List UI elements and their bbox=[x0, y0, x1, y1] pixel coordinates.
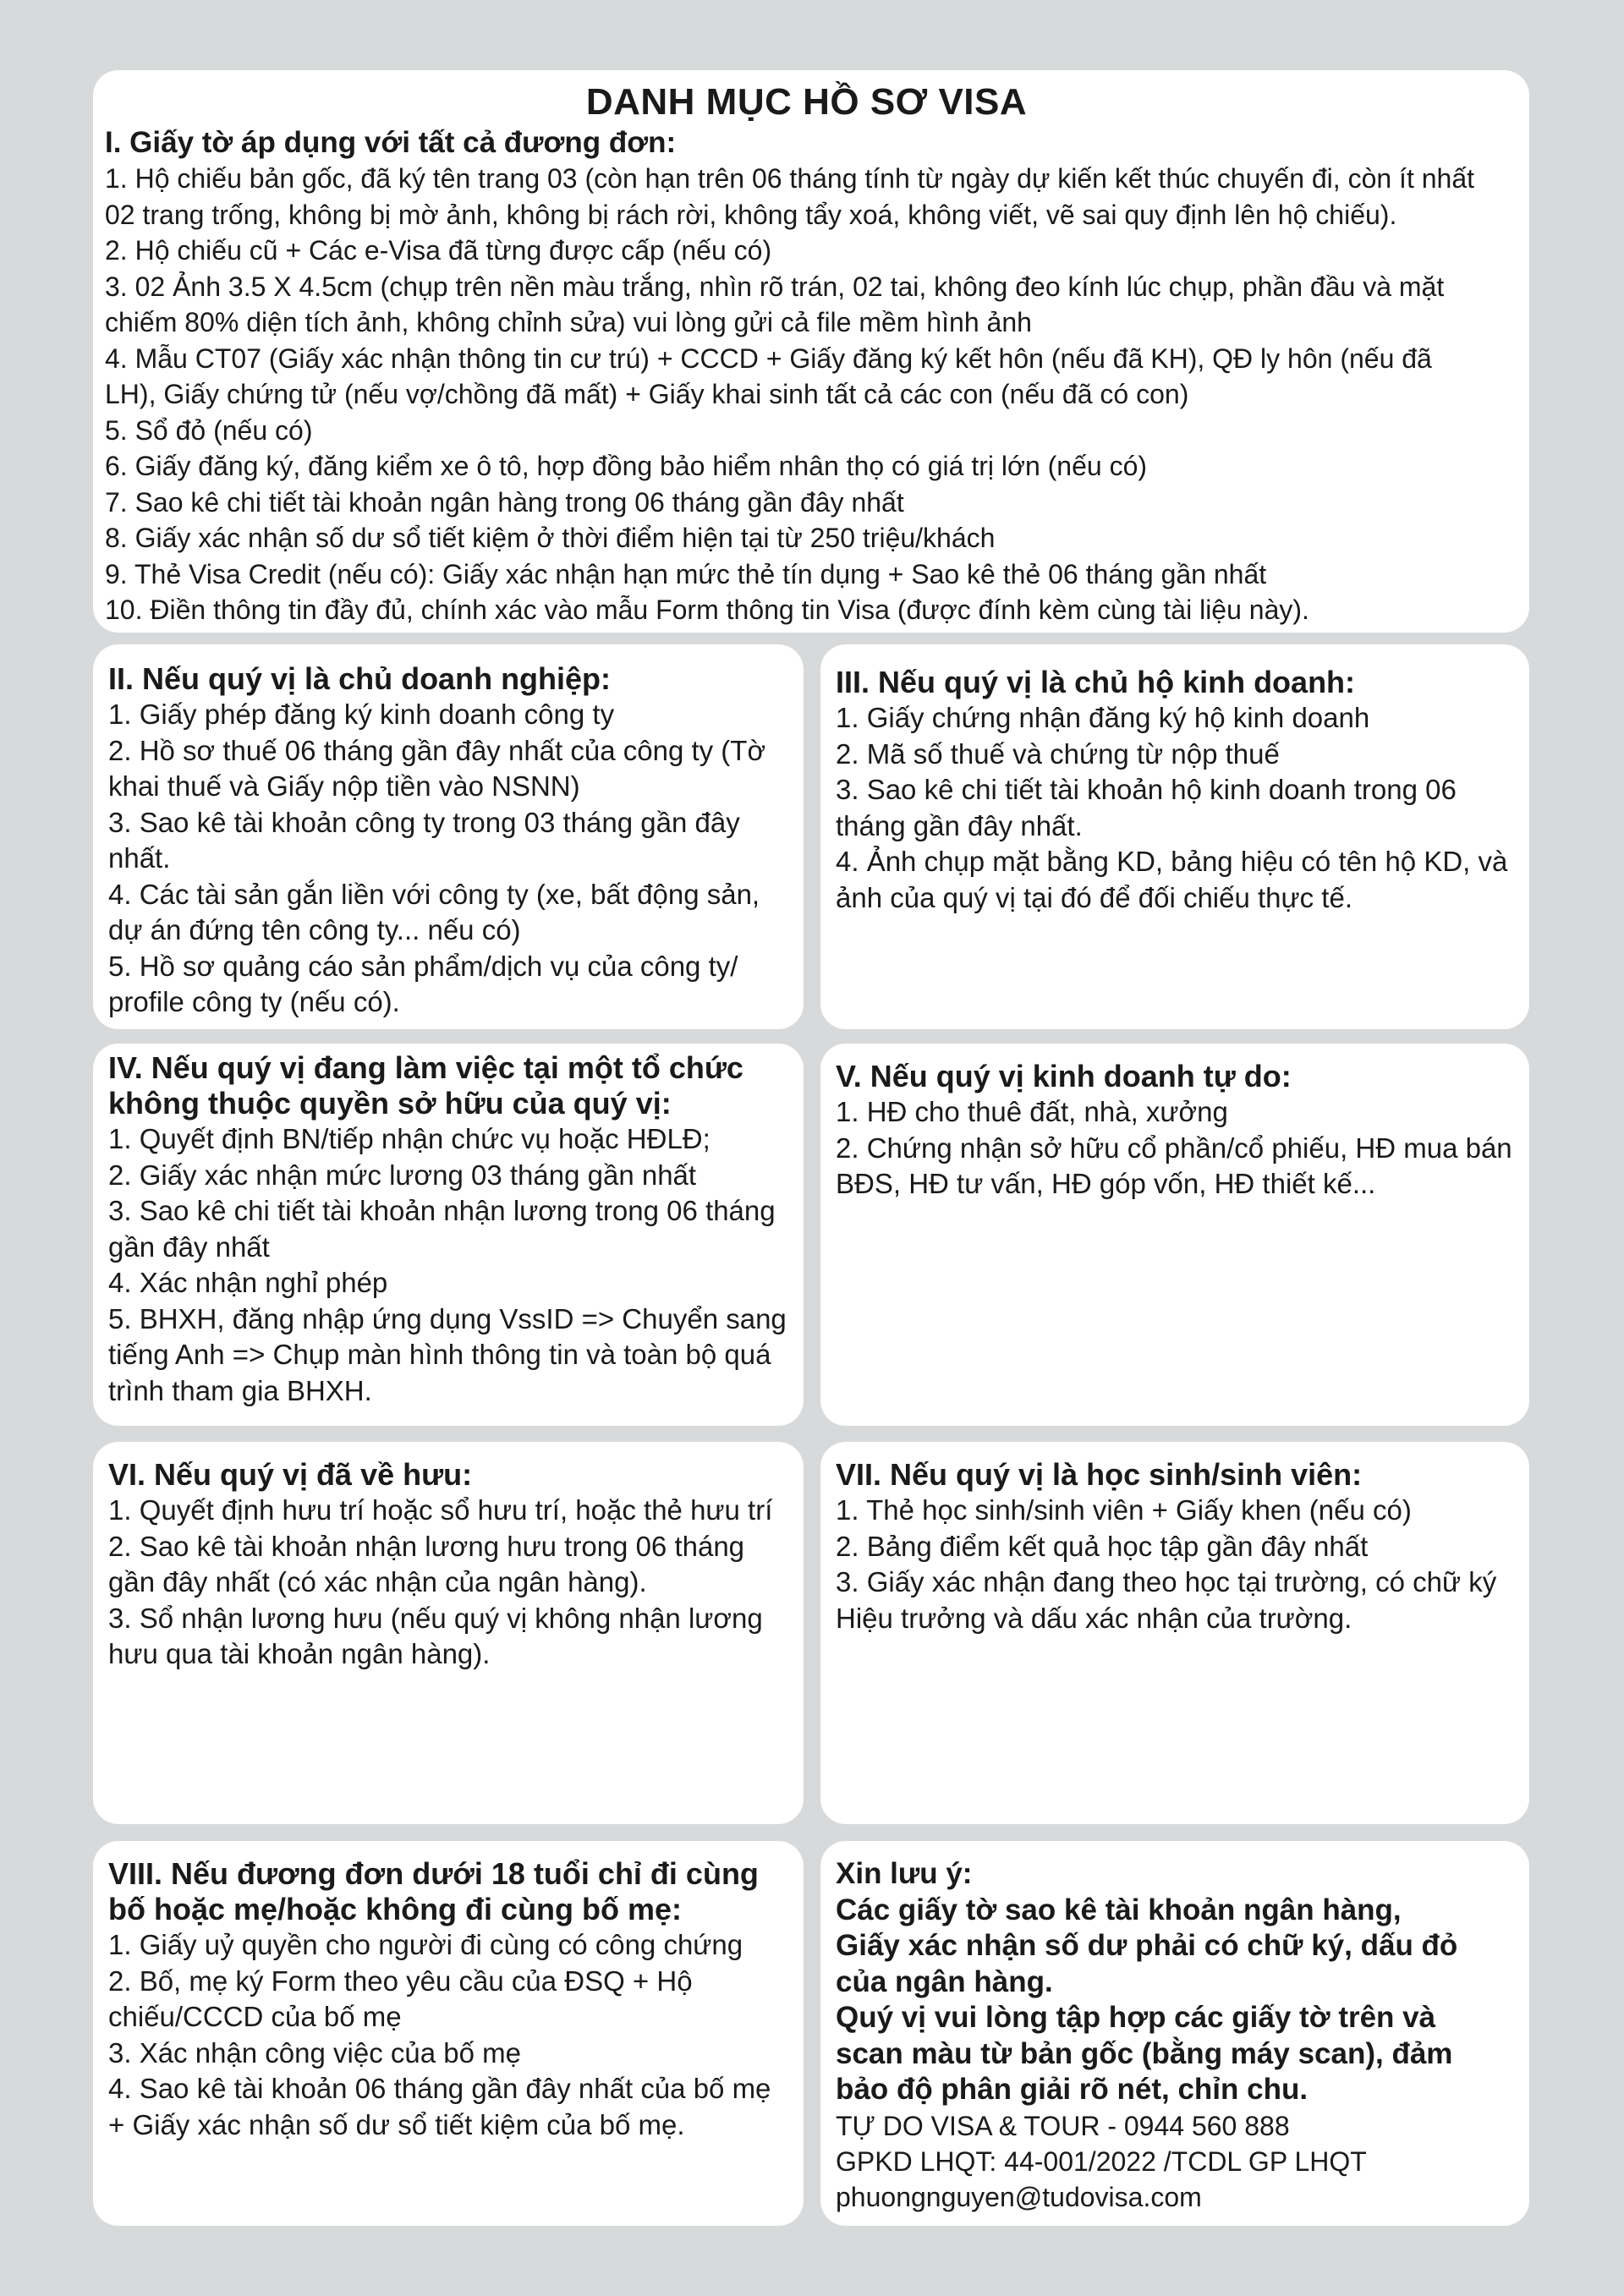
section-1-line: 6. Giấy đăng ký, đăng kiểm xe ô tô, hợp đồng bảo hiểm nhân thọ có giá trị lớn (nếu có) bbox=[105, 451, 1148, 481]
section-4-heading: IV. Nếu quý vị đang làm việc tại một tổ chức bbox=[108, 1050, 743, 1085]
contact-email: phuongnguyen@tudovisa.com bbox=[836, 2181, 1202, 2212]
freelance-business-card bbox=[820, 1044, 1529, 1426]
section-8-line: 2. Bố, mẹ ký Form theo yêu cầu của ĐSQ + Hộ bbox=[108, 1964, 693, 1997]
student-card bbox=[820, 1442, 1529, 1824]
section-1-line: 2. Hộ chiếu cũ + Các e-Visa đã từng được cấp (nếu có) bbox=[105, 235, 772, 266]
section-6-heading: VI. Nếu quý vị đã về hưu: bbox=[108, 1457, 473, 1492]
section-3-line: 3. Sao kê chi tiết tài khoản hộ kinh doanh trong 06 bbox=[836, 774, 1457, 805]
section-3-line: 2. Mã số thuế và chứng từ nộp thuế bbox=[836, 737, 1280, 770]
section-7-line: Hiệu trưởng và dấu xác nhận của trường. bbox=[836, 1602, 1352, 1634]
section-1-line: 5. Sổ đỏ (nếu có) bbox=[105, 414, 313, 446]
note-line: Xin lưu ý: bbox=[836, 1857, 973, 1890]
section-1-line: 4. Mẫu CT07 (Giấy xác nhận thông tin cư trú) + CCCD + Giấy đăng ký kết hôn (nếu đã KH), QĐ ly hôn (nếu đã bbox=[105, 342, 1432, 374]
general-documents-card bbox=[93, 70, 1529, 633]
employee-card bbox=[93, 1044, 804, 1426]
section-2-line: 5. Hồ sơ quảng cáo sản phẩm/dịch vụ của công ty/ bbox=[108, 950, 738, 982]
section-4-line: gần đây nhất bbox=[108, 1230, 270, 1263]
page-title: DANH MỤC HỒ SƠ VISA bbox=[585, 81, 1028, 123]
section-4-line: 3. Sao kê chi tiết tài khoản nhận lương trong 06 tháng bbox=[108, 1195, 776, 1226]
note-line: Các giấy tờ sao kê tài khoản ngân hàng, bbox=[836, 1893, 1402, 1926]
section-1-line: chiếm 80% diện tích ảnh, không chỉnh sửa) vui lòng gửi cả file mềm hình ảnh bbox=[105, 307, 1032, 337]
section-7-line: 1. Thẻ học sinh/sinh viên + Giấy khen (nếu có) bbox=[836, 1494, 1412, 1526]
section-1-line: 9. Thẻ Visa Credit (nếu có): Giấy xác nhận hạn mức thẻ tín dụng + Sao kê thẻ 06 tháng gần nhất bbox=[105, 558, 1267, 589]
section-5-line: 2. Chứng nhận sở hữu cổ phần/cổ phiếu, HĐ mua bán bbox=[836, 1132, 1512, 1164]
section-1-line: 7. Sao kê chi tiết tài khoản ngân hàng trong 06 tháng gần đây nhất bbox=[105, 486, 904, 518]
section-6-line: 3. Sổ nhận lương hưu (nếu quý vị không nhận lương bbox=[108, 1602, 763, 1634]
section-1-line: 10. Điền thông tin đầy đủ, chính xác vào mẫu Form thông tin Visa (được đính kèm cùng tài liệu này). bbox=[105, 595, 1309, 625]
section-1-line: LH), Giấy chứng tử (nếu vợ/chồng đã mất) + Giấy khai sinh tất cả các con (nếu đã có con) bbox=[105, 379, 1189, 409]
section-6-line: hưu qua tài khoản ngân hàng). bbox=[108, 1638, 491, 1669]
note-line: của ngân hàng. bbox=[836, 1964, 1053, 1998]
minor-applicant-card bbox=[93, 1841, 804, 2226]
section-3-line: 4. Ảnh chụp mặt bằng KD, bảng hiệu có tên hộ KD, và bbox=[836, 846, 1508, 877]
section-2-line: 1. Giấy phép đăng ký kinh doanh công ty bbox=[108, 699, 615, 730]
section-3-line: ảnh của quý vị tại đó để đối chiếu thực tế. bbox=[836, 881, 1352, 913]
section-4-line: tiếng Anh => Chụp màn hình thông tin và toàn bộ quá bbox=[108, 1339, 771, 1370]
section-7-line: 3. Giấy xác nhận đang theo học tại trường, có chữ ký bbox=[836, 1566, 1497, 1597]
section-2-line: profile công ty (nếu có). bbox=[108, 986, 400, 1017]
household-business-card bbox=[820, 644, 1529, 1029]
license-number: GPKD LHQT: 44-001/2022 /TCDL GP LHQT bbox=[836, 2145, 1367, 2177]
section-4-line: trình tham gia BHXH. bbox=[108, 1374, 372, 1406]
section-3-line: 1. Giấy chứng nhận đăng ký hộ kinh doanh bbox=[836, 702, 1370, 733]
section-6-line: gần đây nhất (có xác nhận của ngân hàng). bbox=[108, 1566, 647, 1597]
section-1-line: 1. Hộ chiếu bản gốc, đã ký tên trang 03 (còn hạn trên 06 tháng tính từ ngày dự kiến kết thúc chuyến đi, còn ít nhất bbox=[105, 163, 1474, 194]
section-2-line: 2. Hồ sơ thuế 06 tháng gần đây nhất của công ty (Tờ bbox=[108, 734, 766, 766]
note-line: Quý vị vui lòng tập hợp các giấy tờ trên và bbox=[836, 2001, 1436, 2034]
section-7-heading: VII. Nếu quý vị là học sinh/sinh viên: bbox=[836, 1457, 1363, 1492]
section-4-line: 2. Giấy xác nhận mức lương 03 tháng gần nhất bbox=[108, 1159, 697, 1191]
section-1-line: 02 trang trống, không bị mờ ảnh, không bị rách rời, không tẩy xoá, không viết, vẽ sai quy định lên hộ chiếu). bbox=[105, 199, 1397, 230]
section-8-line: 1. Giấy uỷ quyền cho người đi cùng có công chứng bbox=[108, 1929, 743, 1960]
section-8-line: 4. Sao kê tài khoản 06 tháng gần đây nhất của bố mẹ bbox=[108, 2073, 771, 2104]
section-5-line: BĐS, HĐ tư vấn, HĐ góp vốn, HĐ thiết kế... bbox=[836, 1168, 1376, 1199]
note-card bbox=[820, 1841, 1529, 2226]
section-2-line: 3. Sao kê tài khoản công ty trong 03 tháng gần đây bbox=[108, 806, 740, 838]
section-5-line: 1. HĐ cho thuê đất, nhà, xưởng bbox=[836, 1096, 1228, 1127]
section-1-line: 3. 02 Ảnh 3.5 X 4.5cm (chụp trên nền màu trắng, nhìn rõ trán, 02 tai, không đeo kính lúc chụp, phần đầu và mặt bbox=[105, 271, 1445, 302]
section-3-line: tháng gần đây nhất. bbox=[836, 809, 1083, 841]
section-8-line: 3. Xác nhận công việc của bố mẹ bbox=[108, 2036, 521, 2069]
section-4-line: 1. Quyết định BN/tiếp nhận chức vụ hoặc HĐLĐ; bbox=[108, 1123, 710, 1154]
section-4-line: 5. BHXH, đăng nhập ứng dụng VssID => Chuyển sang bbox=[108, 1302, 787, 1334]
section-1-heading: I. Giấy tờ áp dụng với tất cả đương đơn: bbox=[105, 126, 677, 159]
section-2-line: nhất. bbox=[108, 842, 171, 874]
section-6-line: 2. Sao kê tài khoản nhận lương hưu trong 06 tháng bbox=[108, 1530, 745, 1562]
section-8-heading: VIII. Nếu đương đơn dưới 18 tuổi chỉ đi cùng bbox=[108, 1856, 759, 1891]
section-2-line: 4. Các tài sản gắn liền với công ty (xe, bất động sản, bbox=[108, 878, 760, 910]
business-owner-card bbox=[93, 644, 804, 1029]
section-2-line: dự án đứng tên công ty... nếu có) bbox=[108, 914, 521, 945]
section-2-heading: II. Nếu quý vị là chủ doanh nghiệp: bbox=[108, 661, 612, 696]
note-line: Giấy xác nhận số dư phải có chữ ký, dấu đỏ bbox=[836, 1929, 1458, 1962]
section-2-line: khai thuế và Giấy nộp tiền vào NSNN) bbox=[108, 770, 580, 802]
section-5-heading: V. Nếu quý vị kinh doanh tự do: bbox=[836, 1059, 1292, 1093]
section-8-line: chiếu/CCCD của bố mẹ bbox=[108, 2001, 402, 2032]
section-8-heading: bố hoặc mẹ/hoặc không đi cùng bố mẹ: bbox=[108, 1892, 683, 1926]
section-7-line: 2. Bảng điểm kết quả học tập gần đây nhất bbox=[836, 1530, 1369, 1562]
section-4-heading: không thuộc quyền sở hữu của quý vị: bbox=[108, 1086, 672, 1121]
section-3-heading: III. Nếu quý vị là chủ hộ kinh doanh: bbox=[836, 665, 1356, 699]
section-1-line: 8. Giấy xác nhận số dư sổ tiết kiệm ở thời điểm hiện tại từ 250 triệu/khách bbox=[105, 523, 996, 553]
retiree-card bbox=[93, 1442, 804, 1824]
section-4-line: 4. Xác nhận nghỉ phép bbox=[108, 1267, 388, 1298]
section-6-line: 1. Quyết định hưu trí hoặc sổ hưu trí, hoặc thẻ hưu trí bbox=[108, 1494, 773, 1526]
section-8-line: + Giấy xác nhận số dư sổ tiết kiệm của bố mẹ. bbox=[108, 2108, 685, 2140]
note-line: bảo độ phân giải rõ nét, chỉn chu. bbox=[836, 2073, 1309, 2106]
note-line: scan màu từ bản gốc (bằng máy scan), đảm bbox=[836, 2036, 1453, 2070]
company-contact: TỰ DO VISA & TOUR - 0944 560 888 bbox=[836, 2110, 1290, 2141]
